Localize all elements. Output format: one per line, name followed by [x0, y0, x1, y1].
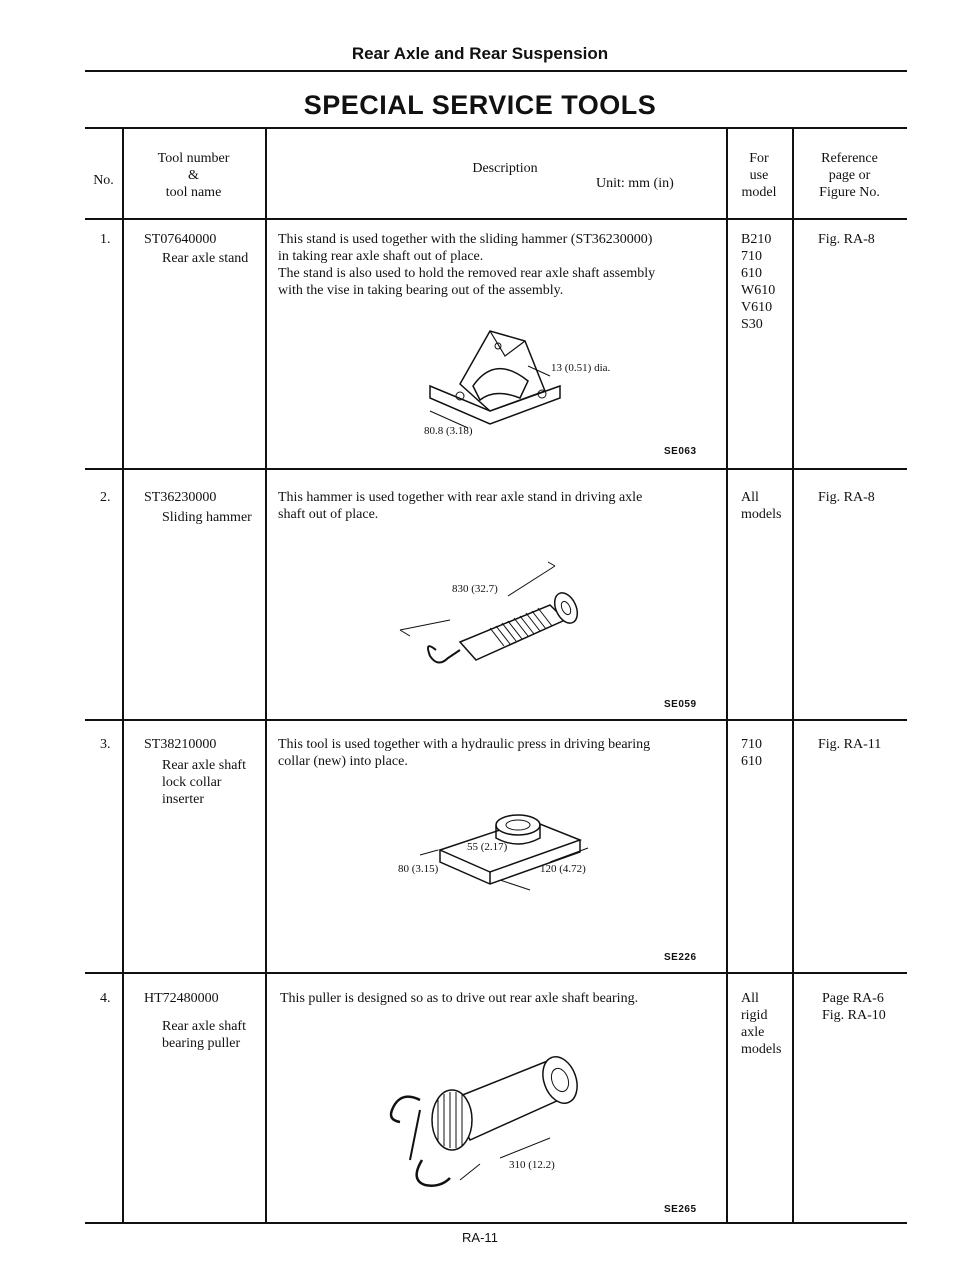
model-item: axle: [741, 1025, 765, 1040]
model-item: rigid: [741, 1008, 768, 1023]
figure-code: SE226: [664, 952, 697, 963]
table-header-rule: [85, 218, 907, 220]
col-header-unit: Unit: mm (in): [596, 176, 674, 191]
bearing-puller-illustration: [380, 1040, 600, 1190]
section-header: Rear Axle and Rear Suspension: [351, 44, 609, 63]
col-header-tool-l3: tool name: [165, 185, 222, 200]
col-header-no: No.: [93, 173, 114, 188]
model-item: B210: [741, 232, 772, 247]
tool-name-line: Rear axle shaft: [162, 1019, 246, 1034]
row-number: 4.: [100, 991, 111, 1006]
column-divider: [265, 127, 267, 1224]
model-item: 610: [741, 754, 762, 769]
dimension-label: 55 (2.17): [467, 841, 508, 853]
tool-name-line: inserter: [162, 792, 204, 807]
col-header-model-l3: model: [741, 185, 777, 200]
reference: Fig. RA-8: [818, 232, 875, 247]
description: [278, 231, 723, 299]
model-item: W610: [741, 283, 776, 298]
model-list: [741, 736, 762, 770]
col-header-tool-l1: Tool number: [157, 151, 230, 166]
model-item: All: [741, 991, 759, 1006]
table-bottom-rule: [85, 1222, 907, 1224]
sliding-hammer-illustration: [390, 560, 610, 670]
model-item: models: [741, 507, 782, 522]
model-item: 710: [741, 737, 762, 752]
tool-name-line: lock collar: [162, 775, 222, 790]
description-line: This tool is used together with a hydraulic press in driving bearing: [278, 737, 651, 752]
tool-name: Rear axle stand: [162, 251, 249, 266]
tool-name: Sliding hammer: [162, 510, 252, 525]
tool-number: ST07640000: [144, 232, 217, 247]
description: [280, 990, 725, 1007]
description: [278, 736, 723, 770]
row-divider: [85, 719, 907, 721]
table-top-rule: [85, 127, 907, 129]
tool-name: [162, 757, 246, 808]
description-line: with the vise in taking bearing out of the assembly.: [278, 283, 564, 298]
figure-code: SE059: [664, 699, 697, 710]
col-header-tool-l2: &: [188, 168, 199, 183]
tool-number: ST36230000: [144, 490, 217, 505]
header-rule: [85, 70, 907, 72]
row-number: 1.: [100, 232, 111, 247]
model-item: S30: [741, 317, 763, 332]
col-header-ref-l3: Figure No.: [819, 185, 880, 200]
row-divider: [85, 972, 907, 974]
description-line: The stand is also used to hold the removed rear axle shaft assembly: [278, 266, 656, 281]
model-list: [741, 231, 775, 333]
figure-code: SE265: [664, 1204, 697, 1215]
row-number: 3.: [100, 737, 111, 752]
dimension-label: 120 (4.72): [540, 863, 586, 875]
col-header-ref-l2: page or: [828, 168, 871, 183]
col-header-reference: [792, 150, 907, 201]
row-divider: [85, 468, 907, 470]
description-line: in taking rear axle shaft out of place.: [278, 249, 484, 264]
model-item: 710: [741, 249, 762, 264]
reference-line: Fig. RA-10: [822, 1008, 886, 1023]
description: [278, 489, 723, 523]
tool-name-line: bearing puller: [162, 1036, 241, 1051]
page-title: SPECIAL SERVICE TOOLS: [303, 90, 657, 120]
reference: [822, 990, 886, 1024]
page-number: RA-11: [462, 1230, 498, 1245]
dimension-label: 80 (3.15): [398, 863, 439, 875]
tool-number: ST38210000: [144, 737, 217, 752]
tool-number: HT72480000: [144, 991, 219, 1006]
row-number: 2.: [100, 490, 111, 505]
reference: Fig. RA-11: [818, 737, 882, 752]
description-line: shaft out of place.: [278, 507, 379, 522]
tool-name: [162, 1018, 246, 1052]
column-divider: [792, 127, 794, 1224]
tool-name-line: Rear axle shaft: [162, 758, 246, 773]
column-divider: [122, 127, 124, 1224]
description-line: This stand is used together with the sliding hammer (ST36230000): [278, 232, 653, 247]
model-item: models: [741, 1042, 782, 1057]
model-item: All: [741, 490, 759, 505]
model-list: [741, 990, 781, 1058]
dimension-label: 13 (0.51) dia.: [551, 362, 611, 374]
col-header-model: [726, 150, 792, 201]
description-line: collar (new) into place.: [278, 754, 408, 769]
model-item: 610: [741, 266, 762, 281]
model-list: [741, 489, 781, 523]
description-line: This hammer is used together with rear axle stand in driving axle: [278, 490, 643, 505]
model-item: V610: [741, 300, 773, 315]
dimension-label: 830 (32.7): [452, 583, 498, 595]
reference-line: Page RA-6: [822, 991, 884, 1006]
column-divider: [726, 127, 728, 1224]
dimension-label: 80.8 (3.18): [424, 425, 473, 437]
description-line: This puller is designed so as to drive out rear axle shaft bearing.: [280, 991, 639, 1006]
col-header-model-l2: use: [749, 168, 769, 183]
col-header-tool: [122, 150, 265, 201]
reference: Fig. RA-8: [818, 490, 875, 505]
col-header-description: Description: [472, 161, 538, 176]
col-header-model-l1: For: [749, 151, 769, 166]
col-header-ref-l1: Reference: [821, 151, 878, 166]
figure-code: SE063: [664, 446, 697, 457]
dimension-label: 310 (12.2): [509, 1159, 555, 1171]
